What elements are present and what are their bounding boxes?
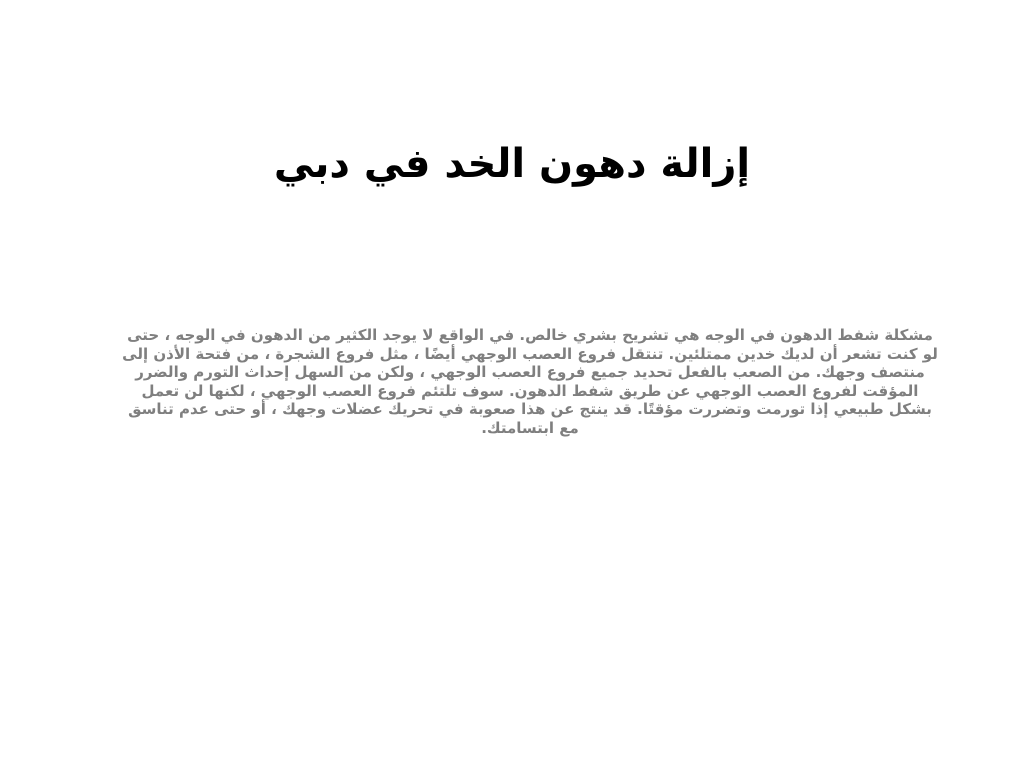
slide-title: إزالة دهون الخد في دبي (273, 141, 751, 187)
slide-body-text: مشكلة شفط الدهون في الوجه هي تشريح بشري خالص. في الواقع لا يوجد الكثير من الدهون في الوجه ، حتى لو كنت تشعر أن لديك خدين ممتلئين. تنتقل فروع العصب الوجهي أيضًا ، مثل فروع الشجرة ، من فتحة الأذن إلى منتصف وجهك. من الصعب بالفعل تحديد جميع فروع العصب الوجهي ، ولكن من السهل إحداث التورم والضرر المؤقت لفروع العصب الوجهي عن طريق شفط الدهون. سوف تلتئم فروع العصب الوجهي ، لكنها لن تعمل بشكل طبيعي إذا تورمت وتضررت مؤقتًا. قد ينتج عن هذا صعوبة في تحريك عضلات وجهك ، أو حتى عدم تناسق مع ابتسامتك. (122, 326, 938, 437)
